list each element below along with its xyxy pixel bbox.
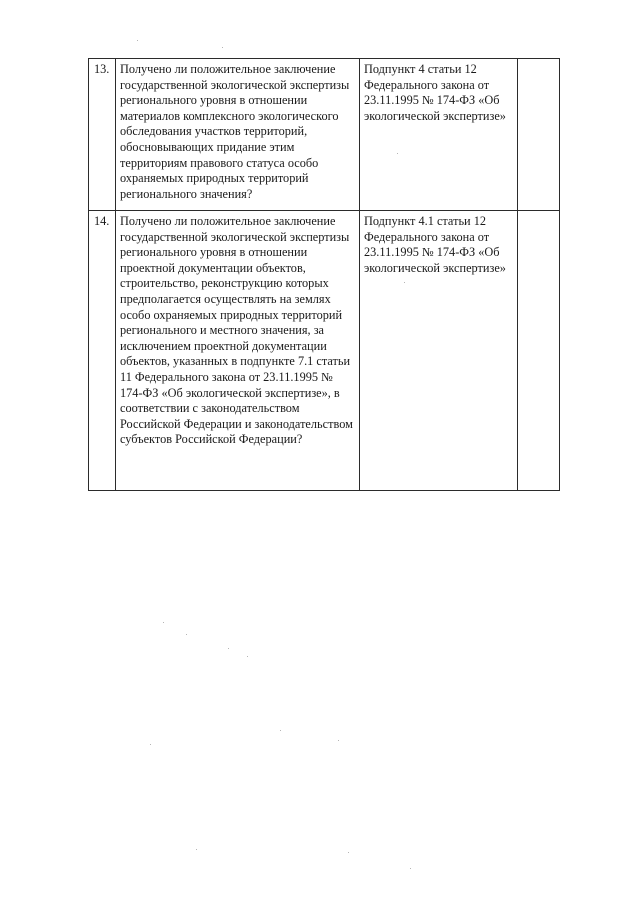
scan-speck <box>222 47 223 48</box>
scan-speck <box>247 656 248 657</box>
row-number: 14. <box>89 211 116 491</box>
scan-speck <box>196 849 197 850</box>
checklist-table <box>88 58 560 491</box>
scan-speck <box>280 730 281 731</box>
scan-speck <box>150 744 151 745</box>
scan-speck <box>338 740 339 741</box>
empty-cell <box>518 59 560 211</box>
scan-speck <box>137 40 138 41</box>
scan-speck <box>186 634 187 635</box>
legal-reference-cell: Подпункт 4.1 статьи 12 Федерального закона от 23.11.1995 № 174-ФЗ «Об экологической экспертизе» <box>360 211 518 491</box>
scan-speck <box>228 648 229 649</box>
scan-speck <box>163 622 164 623</box>
empty-cell <box>518 211 560 491</box>
question-cell: Получено ли положительное заключение государственной экологической экспертизы регионального уровня в отношении проектной документации объектов, строительство, реконструкцию которых предполагается осуществлять на землях особо охраняемых природных территорий регионального и местного значения, за исключением проектной документации объектов, указанных в подпункте 7.1 статьи 11 Федерального закона от 23.11.1995 № 174-ФЗ «Об экологической экспертизе», в соответствии с законодательством Российской Федерации и законодательством субъектов Российской Федерации? <box>116 211 360 491</box>
table-row <box>89 211 560 491</box>
scan-speck <box>348 852 349 853</box>
scan-speck <box>404 282 405 283</box>
row-number: 13. <box>89 59 116 211</box>
scan-speck <box>410 868 411 869</box>
scan-speck <box>397 153 398 154</box>
legal-reference-cell: Подпункт 4 статьи 12 Федерального закона от 23.11.1995 № 174-ФЗ «Об экологической экспертизе» <box>360 59 518 211</box>
table-row <box>89 59 560 211</box>
question-cell: Получено ли положительное заключение государственной экологической экспертизы регионального уровня в отношении материалов комплексного экологического обследования участков территорий, обосновывающих придание этим территориям правового статуса особо охраняемых природных территорий регионального значения? <box>116 59 360 211</box>
